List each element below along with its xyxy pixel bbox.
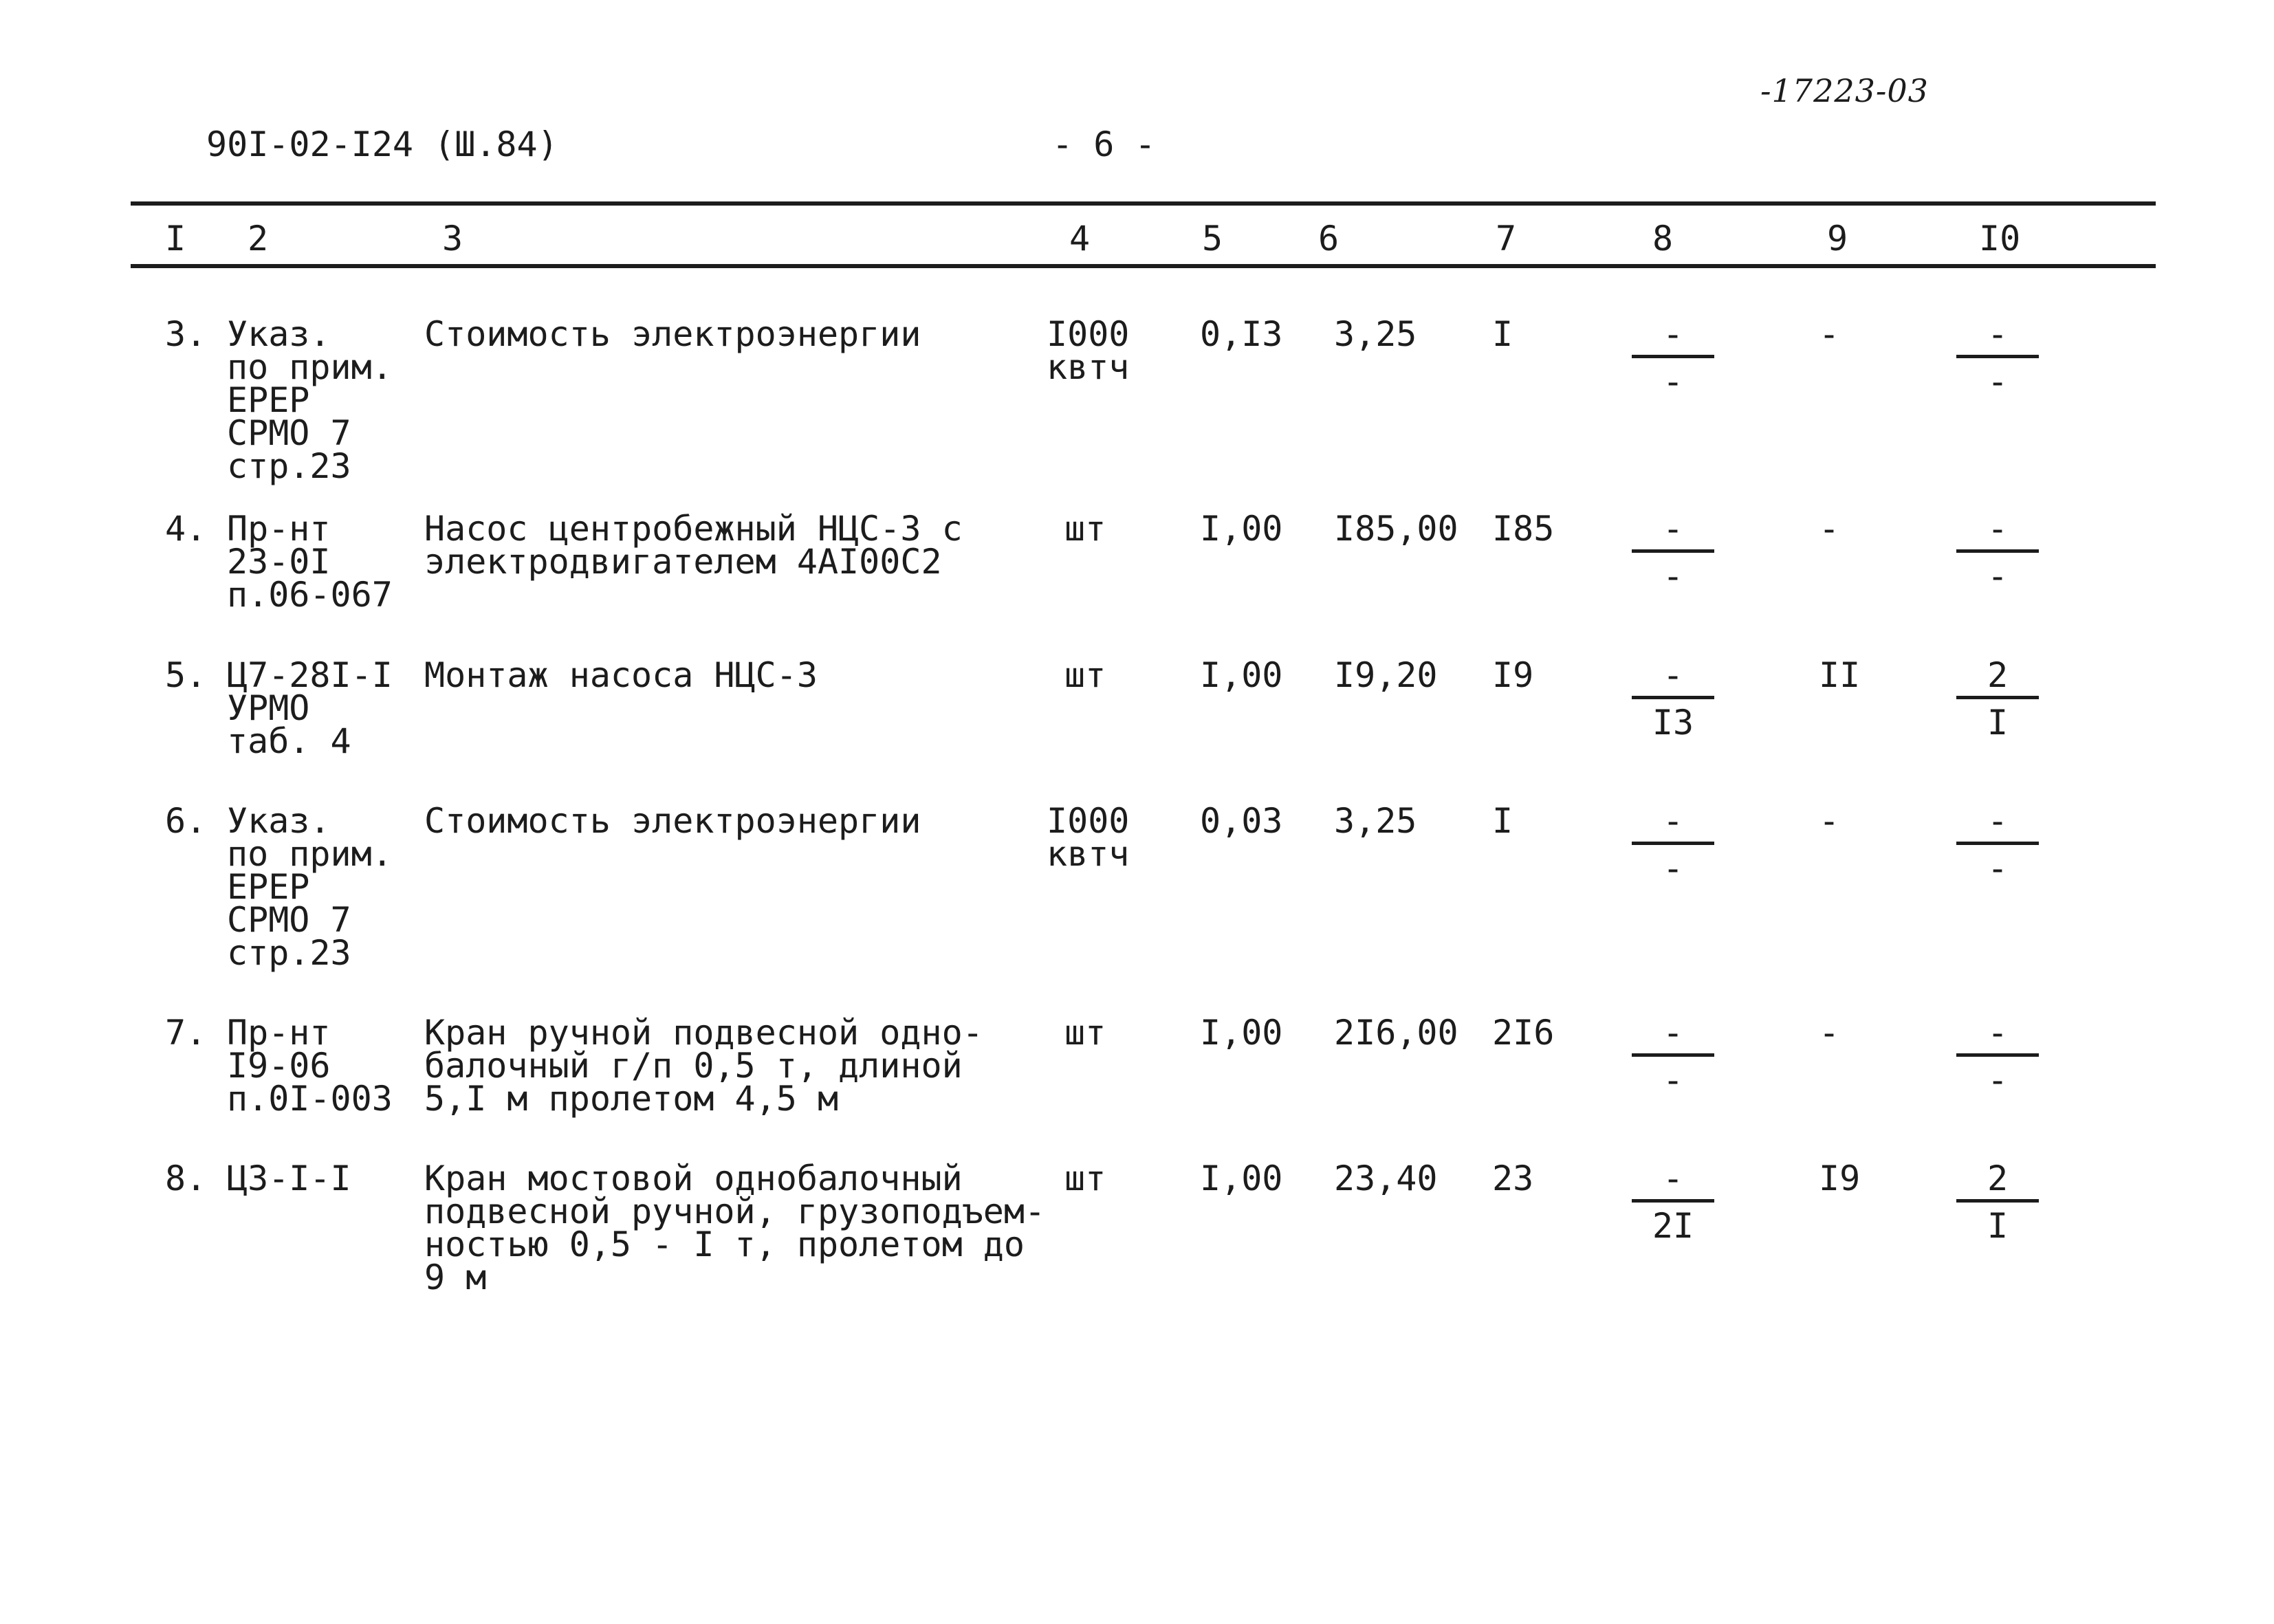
row-unit-line: шт	[1064, 655, 1106, 695]
row-col8	[1632, 509, 1714, 596]
row-col8-fraction-bar	[1632, 549, 1714, 553]
row-quantity: I,00	[1200, 1013, 1283, 1053]
row-col9: II	[1819, 655, 1861, 695]
row-code-line: Указ.	[227, 801, 331, 841]
row-name-line: Кран мостовой однобалочный	[424, 1159, 963, 1198]
row-col10-numerator: -	[1987, 801, 2009, 841]
row-col8	[1632, 1013, 1714, 1100]
column-header-5: 5	[1202, 219, 1223, 259]
row-unit-line: квтч	[1047, 834, 1130, 874]
row-col8-denominator: -	[1662, 556, 1684, 596]
row-col8-denominator: -	[1662, 848, 1684, 888]
row-col10	[1956, 509, 2039, 596]
row-col10	[1956, 314, 2039, 402]
row-col10-numerator: 2	[1987, 655, 2009, 695]
row-col10-denominator: -	[1987, 556, 2009, 596]
row-code-line: СРМО 7	[227, 413, 351, 453]
document-code: 90I-02-I24 (Ш.84)	[206, 124, 558, 164]
row-unit-line: I000	[1047, 801, 1130, 841]
row-quantity: 0,03	[1200, 801, 1283, 841]
row-code-line: 23-0I	[227, 542, 331, 582]
row-col10-denominator: -	[1987, 362, 2009, 402]
row-code-line: Пр-нт	[227, 509, 331, 549]
row-col8-denominator: I3	[1652, 703, 1694, 743]
row-number: 5.	[165, 655, 207, 695]
row-col9: -	[1819, 801, 1840, 841]
row-col8-numerator: -	[1662, 655, 1684, 695]
row-col9: -	[1819, 509, 1840, 549]
row-col9: -	[1819, 314, 1840, 354]
row-col9: I9	[1819, 1159, 1861, 1198]
row-col10-numerator: 2	[1987, 1159, 2009, 1198]
row-col10-numerator: -	[1987, 1013, 2009, 1053]
column-header-7: 7	[1496, 219, 1517, 259]
column-header-6: 6	[1318, 219, 1340, 259]
row-name-line: подвесной ручной, грузоподъем-	[424, 1192, 1046, 1231]
row-code-line: по прим.	[227, 347, 393, 387]
row-unit-price: 3,25	[1334, 801, 1417, 841]
row-code-line: Пр-нт	[227, 1013, 331, 1053]
row-code-line: СРМО 7	[227, 900, 351, 940]
table-header-rule	[131, 264, 2156, 268]
column-header-2: 2	[248, 219, 269, 259]
row-col8-fraction-bar	[1632, 1053, 1714, 1057]
row-quantity: 0,I3	[1200, 314, 1283, 354]
row-unit-price: I9,20	[1334, 655, 1438, 695]
row-col8-denominator: -	[1662, 362, 1684, 402]
row-code-line: стр.23	[227, 446, 351, 486]
row-unit-line: квтч	[1047, 347, 1130, 387]
row-total: 23	[1492, 1159, 1534, 1198]
row-unit-price: 3,25	[1334, 314, 1417, 354]
handwritten-number: -17223-03	[1760, 72, 1929, 109]
row-name-line: Насос центробежный НЦС-3 с	[424, 509, 963, 549]
column-header-8: 8	[1652, 219, 1674, 259]
row-unit-line: шт	[1064, 509, 1106, 549]
row-col8-denominator: 2I	[1652, 1206, 1694, 1246]
row-unit-line: I000	[1047, 314, 1130, 354]
row-total: I	[1492, 801, 1513, 841]
row-col8	[1632, 314, 1714, 402]
row-col10-fraction-bar	[1956, 355, 2039, 358]
row-col8-fraction-bar	[1632, 355, 1714, 358]
row-code-line: ЕРЕР	[227, 867, 310, 907]
row-col10	[1956, 655, 2039, 743]
row-unit-price: 23,40	[1334, 1159, 1438, 1198]
row-name-line: Кран ручной подвесной одно-	[424, 1013, 983, 1053]
row-name-line: Стоимость электроэнергии	[424, 314, 921, 354]
row-number: 3.	[165, 314, 207, 354]
row-code-line: I9-06	[227, 1046, 331, 1086]
row-total: I	[1492, 314, 1513, 354]
row-quantity: I,00	[1200, 655, 1283, 695]
row-unit-price: 2I6,00	[1334, 1013, 1458, 1053]
row-col8-numerator: -	[1662, 509, 1684, 549]
row-col8	[1632, 1159, 1714, 1246]
row-col10-denominator: -	[1987, 1060, 2009, 1100]
row-name-line: Монтаж насоса НЦС-3	[424, 655, 818, 695]
row-col10-denominator: -	[1987, 848, 2009, 888]
row-unit-line: шт	[1064, 1013, 1106, 1053]
row-code-line: Указ.	[227, 314, 331, 354]
column-header-9: 9	[1827, 219, 1848, 259]
row-col8	[1632, 655, 1714, 743]
row-col10-denominator: I	[1987, 703, 2009, 743]
row-col10	[1956, 801, 2039, 888]
row-col10	[1956, 1159, 2039, 1246]
row-number: 6.	[165, 801, 207, 841]
row-number: 8.	[165, 1159, 207, 1198]
row-code-line: УРМО	[227, 688, 310, 728]
row-col9: -	[1819, 1013, 1840, 1053]
row-code-line: ЕРЕР	[227, 380, 310, 420]
row-col8-numerator: -	[1662, 801, 1684, 841]
row-col10	[1956, 1013, 2039, 1100]
row-col10-fraction-bar	[1956, 696, 2039, 699]
row-code-line: п.06-067	[227, 575, 393, 615]
row-code-line: п.0I-003	[227, 1079, 393, 1119]
row-col8-numerator: -	[1662, 314, 1684, 354]
row-col8-fraction-bar	[1632, 842, 1714, 845]
column-header-10: I0	[1979, 219, 2021, 259]
row-col8	[1632, 801, 1714, 888]
row-quantity: I,00	[1200, 1159, 1283, 1198]
row-unit-price: I85,00	[1334, 509, 1458, 549]
row-unit-line: шт	[1064, 1159, 1106, 1198]
row-name-line: Стоимость электроэнергии	[424, 801, 921, 841]
row-name-line: 5,I м пролетом 4,5 м	[424, 1079, 839, 1119]
row-col8-denominator: -	[1662, 1060, 1684, 1100]
row-name-line: 9 м	[424, 1258, 487, 1297]
row-col10-denominator: I	[1987, 1206, 2009, 1246]
row-col8-fraction-bar	[1632, 1199, 1714, 1203]
column-header-3: 3	[442, 219, 463, 259]
row-code-line: стр.23	[227, 933, 351, 973]
row-number: 7.	[165, 1013, 207, 1053]
column-header-4: 4	[1069, 219, 1091, 259]
table-top-rule	[131, 201, 2156, 206]
row-col10-fraction-bar	[1956, 1053, 2039, 1057]
row-total: I85	[1492, 509, 1555, 549]
row-col8-numerator: -	[1662, 1013, 1684, 1053]
row-total: I9	[1492, 655, 1534, 695]
row-quantity: I,00	[1200, 509, 1283, 549]
row-col10-fraction-bar	[1956, 549, 2039, 553]
row-name-line: балочный г/п 0,5 т, длиной	[424, 1046, 963, 1086]
row-col10-numerator: -	[1987, 314, 2009, 354]
column-header-1: I	[165, 219, 186, 259]
row-col10-fraction-bar	[1956, 842, 2039, 845]
page-number: - 6 -	[1052, 124, 1156, 164]
row-col10-numerator: -	[1987, 509, 2009, 549]
row-col10-fraction-bar	[1956, 1199, 2039, 1203]
row-col8-numerator: -	[1662, 1159, 1684, 1198]
row-code-line: таб. 4	[227, 721, 351, 761]
row-name-line: ностью 0,5 - I т, пролетом до	[424, 1225, 1025, 1264]
row-code-line: Ц3-I-I	[227, 1159, 351, 1198]
row-code-line: Ц7-28I-I	[227, 655, 393, 695]
row-name-line: электродвигателем 4АI00С2	[424, 542, 942, 582]
row-total: 2I6	[1492, 1013, 1555, 1053]
row-col8-fraction-bar	[1632, 696, 1714, 699]
row-code-line: по прим.	[227, 834, 393, 874]
row-number: 4.	[165, 509, 207, 549]
